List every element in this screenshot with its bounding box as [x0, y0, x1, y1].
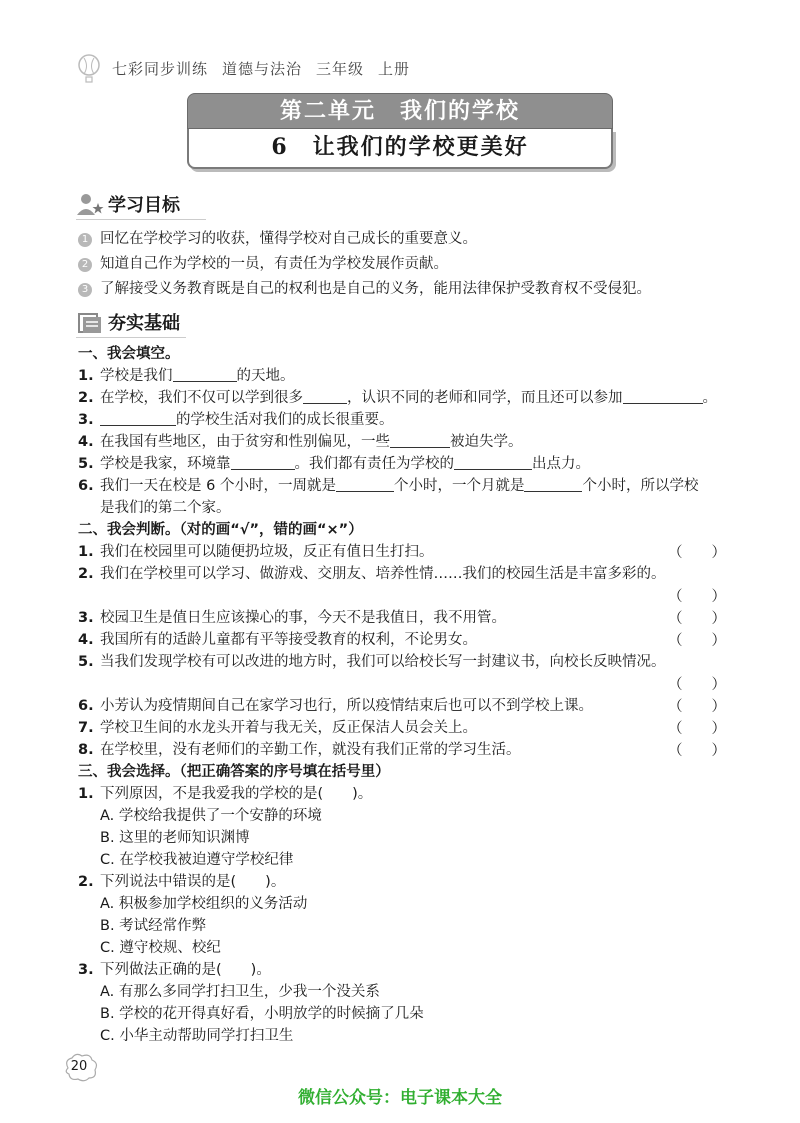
goal-number: 3: [78, 283, 92, 297]
choice-option: B. 学校的花开得真好看，小明放学的时候摘了几朵: [100, 1006, 424, 1022]
fill-question-continued: 是我们的第二个家。: [100, 500, 231, 516]
question-number: 2.: [78, 874, 94, 890]
basics-header: [76, 311, 180, 337]
answer-blank[interactable]: [454, 455, 532, 470]
fill-question: [78, 475, 698, 497]
lesson-title: 6 让我们的学校更美好: [187, 129, 613, 169]
goal-item: [78, 278, 651, 300]
unit-title: 第二单元 我们的学校: [187, 93, 613, 129]
question-number: 8.: [78, 742, 94, 758]
question-number: 6.: [78, 478, 94, 494]
goal-text: 回忆在学校学习的收获，懂得学校对自己成长的重要意义。: [100, 231, 477, 247]
running-header: [112, 58, 424, 79]
question-stem: 下列原因，不是我爱我的学校的是( )。: [100, 786, 373, 802]
goal-number: 1: [78, 233, 92, 247]
judge-question: [78, 739, 521, 761]
judge-question: [78, 695, 593, 717]
judge-question: [78, 717, 477, 739]
answer-parentheses[interactable]: （ ）: [668, 677, 726, 693]
answer-parentheses[interactable]: （ ）: [668, 611, 726, 627]
question-number: 3.: [78, 962, 94, 978]
question-number: 3.: [78, 610, 94, 626]
question-number: 1.: [78, 544, 94, 560]
goals-title: 学习目标: [108, 195, 180, 216]
question-stem: 下列说法中错误的是( )。: [100, 874, 286, 890]
basics-underline: [76, 337, 186, 338]
goal-item: [78, 228, 477, 250]
answer-parentheses[interactable]: （ ）: [668, 545, 726, 561]
question-number: 7.: [78, 720, 94, 736]
question-text: 小芳认为疫情期间自己在家学习也行，所以疫情结束后也可以不到学校上课。: [100, 698, 593, 714]
answer-blank[interactable]: [623, 389, 703, 404]
goal-text: 知道自己作为学校的一员，有责任为学校发展作贡献。: [100, 256, 448, 272]
answer-parentheses[interactable]: （ ）: [668, 589, 726, 605]
choice-option: B. 考试经常作弊: [100, 918, 207, 934]
choice-option: B. 这里的老师知识渊博: [100, 830, 250, 846]
question-text: 学校是我家，环境靠: [100, 456, 231, 472]
goals-header: [76, 193, 180, 219]
choice-option: A. 有那么多同学打扫卫生，少我一个没关系: [100, 984, 380, 1000]
question-text: 的天地。: [236, 368, 295, 384]
choice-question: [78, 783, 372, 805]
balloon-logo-icon: [76, 54, 102, 84]
question-stem: 下列做法正确的是( )。: [100, 962, 271, 978]
question-text: 在我国有些地区，由于贫穷和性别偏见，一些: [100, 434, 390, 450]
answer-blank[interactable]: [303, 389, 347, 404]
judge-question: [78, 607, 506, 629]
question-text: 当我们发现学校有可以改进的地方时，我们可以给校长写一封建议书，向校长反映情况。: [100, 654, 666, 670]
answer-parentheses[interactable]: （ ）: [668, 633, 726, 649]
choice-option: A. 学校给我提供了一个安静的环境: [100, 808, 322, 824]
goal-item: [78, 253, 448, 275]
answer-parentheses[interactable]: （ ）: [668, 699, 726, 715]
part3-title: 三、我会选择。（把正确答案的序号填在括号里）: [78, 764, 390, 780]
choice-option: C. 在学校我被迫遵守学校纪律: [100, 852, 294, 868]
question-text: 个小时，所以学校: [582, 478, 699, 494]
question-number: 6.: [78, 698, 94, 714]
question-text: 在学校里，没有老师们的辛勤工作，就没有我们正常的学习生活。: [100, 742, 521, 758]
question-text: 出点力。: [532, 456, 590, 472]
judge-question: [78, 541, 434, 563]
question-number: 1.: [78, 786, 94, 802]
question-text: 我国所有的适龄儿童都有平等接受教育的权利，不论男女。: [100, 632, 477, 648]
question-text: 学校卫生间的水龙头开着与我无关，反正保洁人员会关上。: [100, 720, 477, 736]
question-text: 在学校，我们不仅可以学到很多: [100, 390, 303, 406]
answer-blank[interactable]: [524, 477, 582, 492]
book-icon: [76, 311, 104, 335]
question-number: 3.: [78, 412, 94, 428]
question-text: 的学校生活对我们的成长很重要。: [176, 412, 394, 428]
choice-question: [78, 871, 285, 893]
choice-question: [78, 959, 271, 981]
basics-title: 夯实基础: [108, 313, 180, 334]
judge-question: [78, 563, 666, 585]
fill-question: [78, 409, 394, 431]
answer-blank[interactable]: [100, 411, 176, 426]
question-text: 。: [702, 390, 717, 406]
question-text: 我们在学校里可以学习、做游戏、交朋友、培养性情……我们的校园生活是丰富多彩的。: [100, 566, 666, 582]
question-number: 1.: [78, 368, 94, 384]
question-text: 学校是我们: [100, 368, 173, 384]
header-grade: 三年级: [316, 60, 365, 78]
choice-option: C. 小华主动帮助同学打扫卫生: [100, 1028, 294, 1044]
question-number: 4.: [78, 632, 94, 648]
question-text: 。我们都有责任为学校的: [294, 456, 454, 472]
question-number: 2.: [78, 566, 94, 582]
fill-question: [78, 431, 523, 453]
student-star-icon: [76, 193, 104, 217]
judge-question: [78, 629, 477, 651]
question-number: 4.: [78, 434, 94, 450]
question-text: 个小时，一个月就是: [393, 478, 525, 494]
question-number: 5.: [78, 654, 94, 670]
question-text: 被迫失学。: [450, 434, 523, 450]
fill-question: [78, 453, 590, 475]
choice-option: A. 积极参加学校组织的义务活动: [100, 896, 308, 912]
page-number-badge: [62, 1052, 100, 1084]
page-number: 20: [70, 1059, 88, 1074]
header-series: 七彩同步训练: [112, 60, 209, 78]
goals-underline: [76, 219, 206, 220]
choice-option: C. 遵守校规、校纪: [100, 940, 221, 956]
goal-number: 2: [78, 258, 92, 272]
question-number: 2.: [78, 390, 94, 406]
answer-parentheses[interactable]: （ ）: [668, 721, 726, 737]
question-text: 我们在校园里可以随便扔垃圾，反正有值日生打扫。: [100, 544, 434, 560]
judge-question: [78, 651, 666, 673]
answer-blank[interactable]: [390, 433, 450, 448]
answer-blank[interactable]: [336, 477, 394, 492]
lesson-banner: [187, 93, 613, 169]
question-text: 我们一天在校是 6 个小时，一周就是: [100, 478, 336, 494]
goal-text: 了解接受义务教育既是自己的权利也是自己的义务，能用法律保护受教育权不受侵犯。: [100, 281, 651, 297]
part1-title: 一、我会填空。: [78, 346, 180, 362]
footer-watermark: 微信公众号：电子课本大全: [298, 1088, 502, 1108]
answer-blank[interactable]: [173, 367, 237, 382]
question-text: ，认识不同的老师和同学，而且还可以参加: [347, 390, 623, 406]
header-volume: 上册: [378, 60, 411, 78]
fill-question: [78, 365, 295, 387]
header-subject: 道德与法治: [222, 60, 303, 78]
answer-parentheses[interactable]: （ ）: [668, 743, 726, 759]
part2-title: 二、我会判断。（对的画“√”，错的画“×”）: [78, 522, 363, 538]
fill-question: [78, 387, 717, 409]
question-text: 校园卫生是值日生应该操心的事，今天不是我值日，我不用管。: [100, 610, 506, 626]
question-number: 5.: [78, 456, 94, 472]
answer-blank[interactable]: [231, 455, 295, 470]
